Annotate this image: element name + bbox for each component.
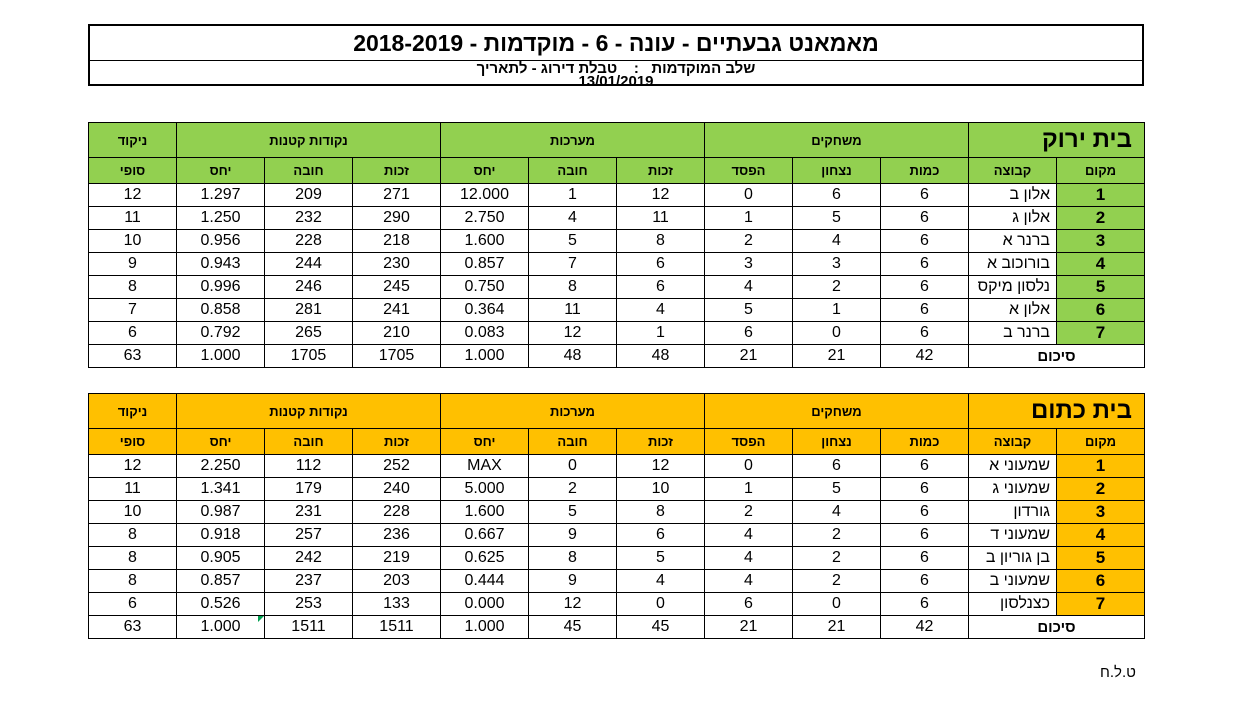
summary-final: 63 bbox=[89, 345, 177, 368]
summary-won: 21 bbox=[793, 616, 881, 639]
pts-for-cell: 218 bbox=[353, 230, 441, 253]
summary-pts-ratio: 1.000 bbox=[177, 616, 265, 639]
sets-ratio-cell: 1.600 bbox=[441, 501, 529, 524]
final-cell: 6 bbox=[89, 593, 177, 616]
header-sets-for: זכות bbox=[617, 429, 705, 455]
header-box bbox=[88, 24, 1144, 90]
final-cell: 6 bbox=[89, 322, 177, 345]
pts-for-cell: 240 bbox=[353, 478, 441, 501]
played-cell: 6 bbox=[881, 276, 969, 299]
sets-ratio-cell: 0.083 bbox=[441, 322, 529, 345]
group-title: בית ירוק bbox=[969, 123, 1145, 158]
header-final-top: ניקוד bbox=[89, 123, 177, 158]
summary-pts-ratio: 1.000 bbox=[177, 345, 265, 368]
sets-against-cell: 8 bbox=[529, 276, 617, 299]
summary-played: 42 bbox=[881, 616, 969, 639]
summary-sets-against: 48 bbox=[529, 345, 617, 368]
rank-cell: 2 bbox=[1057, 478, 1145, 501]
header-sets-for: זכות bbox=[617, 158, 705, 184]
summary-pts-for: 1511 bbox=[353, 616, 441, 639]
header-games-group: משחקים bbox=[705, 394, 969, 429]
pts-ratio-cell: 0.858 bbox=[177, 299, 265, 322]
summary-pts-against: 1511 bbox=[265, 616, 353, 639]
header-final-bottom: סופי bbox=[89, 158, 177, 184]
header-played: כמות bbox=[881, 429, 969, 455]
team-cell: אלון ג bbox=[969, 207, 1057, 230]
played-cell: 6 bbox=[881, 524, 969, 547]
sets-ratio-cell: 0.000 bbox=[441, 593, 529, 616]
summary-sets-ratio: 1.000 bbox=[441, 345, 529, 368]
won-cell: 4 bbox=[793, 501, 881, 524]
pts-for-cell: 236 bbox=[353, 524, 441, 547]
played-cell: 6 bbox=[881, 184, 969, 207]
standings-table-2 bbox=[88, 393, 1145, 639]
pts-for-cell: 290 bbox=[353, 207, 441, 230]
footer-note: ט.ל.ח bbox=[1100, 664, 1136, 681]
rank-cell: 6 bbox=[1057, 570, 1145, 593]
sets-ratio-cell: 5.000 bbox=[441, 478, 529, 501]
header-played: כמות bbox=[881, 158, 969, 184]
header-sets-group: מערכות bbox=[441, 394, 705, 429]
table-row bbox=[89, 501, 1145, 524]
team-cell: נלסון מיקס bbox=[969, 276, 1057, 299]
team-cell: ברנר ב bbox=[969, 322, 1057, 345]
pts-ratio-cell: 0.987 bbox=[177, 501, 265, 524]
table-row bbox=[89, 207, 1145, 230]
pts-for-cell: 241 bbox=[353, 299, 441, 322]
final-cell: 8 bbox=[89, 570, 177, 593]
sets-against-cell: 9 bbox=[529, 524, 617, 547]
header-sets-group: מערכות bbox=[441, 123, 705, 158]
pts-against-cell: 209 bbox=[265, 184, 353, 207]
final-cell: 12 bbox=[89, 184, 177, 207]
sets-ratio-cell: 0.857 bbox=[441, 253, 529, 276]
team-cell: בן גוריון ב bbox=[969, 547, 1057, 570]
summary-pts-against: 1705 bbox=[265, 345, 353, 368]
summary-row bbox=[89, 616, 1145, 639]
pts-for-cell: 203 bbox=[353, 570, 441, 593]
pts-ratio-cell: 0.996 bbox=[177, 276, 265, 299]
header-pts-for: זכות bbox=[353, 429, 441, 455]
pts-ratio-cell: 2.250 bbox=[177, 455, 265, 478]
won-cell: 2 bbox=[793, 547, 881, 570]
table-row bbox=[89, 230, 1145, 253]
won-cell: 3 bbox=[793, 253, 881, 276]
rank-cell: 7 bbox=[1057, 593, 1145, 616]
summary-final: 63 bbox=[89, 616, 177, 639]
comment-marker-icon bbox=[258, 616, 264, 622]
lost-cell: 6 bbox=[705, 593, 793, 616]
rank-cell: 2 bbox=[1057, 207, 1145, 230]
sets-ratio-cell: 0.667 bbox=[441, 524, 529, 547]
pts-ratio-cell: 1.297 bbox=[177, 184, 265, 207]
played-cell: 6 bbox=[881, 230, 969, 253]
pts-ratio-cell: 0.943 bbox=[177, 253, 265, 276]
header-final-bottom: סופי bbox=[89, 429, 177, 455]
header-points-group: נקודות קטנות bbox=[177, 394, 441, 429]
played-cell: 6 bbox=[881, 570, 969, 593]
team-cell: אלון ב bbox=[969, 184, 1057, 207]
pts-against-cell: 246 bbox=[265, 276, 353, 299]
played-cell: 6 bbox=[881, 501, 969, 524]
standings-table-1 bbox=[88, 122, 1145, 368]
sets-ratio-cell: 0.750 bbox=[441, 276, 529, 299]
header-won: נצחון bbox=[793, 429, 881, 455]
header-pts-against: חובה bbox=[265, 429, 353, 455]
header-pts-ratio: יחס bbox=[177, 158, 265, 184]
header-sets-against: חובה bbox=[529, 158, 617, 184]
rank-cell: 3 bbox=[1057, 501, 1145, 524]
sets-ratio-cell: 12.000 bbox=[441, 184, 529, 207]
summary-sets-against: 45 bbox=[529, 616, 617, 639]
pts-against-cell: 281 bbox=[265, 299, 353, 322]
pts-against-cell: 179 bbox=[265, 478, 353, 501]
won-cell: 5 bbox=[793, 478, 881, 501]
final-cell: 8 bbox=[89, 547, 177, 570]
won-cell: 6 bbox=[793, 455, 881, 478]
rank-cell: 5 bbox=[1057, 276, 1145, 299]
won-cell: 6 bbox=[793, 184, 881, 207]
header-lost: הפסד bbox=[705, 158, 793, 184]
sets-for-cell: 12 bbox=[617, 184, 705, 207]
summary-sets-for: 48 bbox=[617, 345, 705, 368]
won-cell: 4 bbox=[793, 230, 881, 253]
pts-against-cell: 253 bbox=[265, 593, 353, 616]
sets-against-cell: 9 bbox=[529, 570, 617, 593]
summary-lost: 21 bbox=[705, 616, 793, 639]
pts-for-cell: 252 bbox=[353, 455, 441, 478]
sets-for-cell: 12 bbox=[617, 455, 705, 478]
played-cell: 6 bbox=[881, 455, 969, 478]
pts-against-cell: 237 bbox=[265, 570, 353, 593]
played-cell: 6 bbox=[881, 478, 969, 501]
lost-cell: 0 bbox=[705, 184, 793, 207]
final-cell: 11 bbox=[89, 207, 177, 230]
sets-against-cell: 4 bbox=[529, 207, 617, 230]
summary-pts-for: 1705 bbox=[353, 345, 441, 368]
header-pts-against: חובה bbox=[265, 158, 353, 184]
header-final-top: ניקוד bbox=[89, 394, 177, 429]
table-row bbox=[89, 524, 1145, 547]
sets-ratio-cell: 0.625 bbox=[441, 547, 529, 570]
sets-against-cell: 8 bbox=[529, 547, 617, 570]
pts-against-cell: 257 bbox=[265, 524, 353, 547]
final-cell: 11 bbox=[89, 478, 177, 501]
rank-cell: 4 bbox=[1057, 524, 1145, 547]
table-row bbox=[89, 276, 1145, 299]
rank-cell: 1 bbox=[1057, 455, 1145, 478]
won-cell: 2 bbox=[793, 524, 881, 547]
pts-against-cell: 232 bbox=[265, 207, 353, 230]
sets-against-cell: 5 bbox=[529, 230, 617, 253]
won-cell: 2 bbox=[793, 570, 881, 593]
pts-ratio-cell: 0.918 bbox=[177, 524, 265, 547]
sets-ratio-cell: 0.444 bbox=[441, 570, 529, 593]
rank-cell: 3 bbox=[1057, 230, 1145, 253]
header-pts-ratio: יחס bbox=[177, 429, 265, 455]
lost-cell: 4 bbox=[705, 547, 793, 570]
pts-for-cell: 271 bbox=[353, 184, 441, 207]
sets-against-cell: 7 bbox=[529, 253, 617, 276]
final-cell: 12 bbox=[89, 455, 177, 478]
sets-for-cell: 8 bbox=[617, 230, 705, 253]
header-sets-ratio: יחס bbox=[441, 158, 529, 184]
sets-for-cell: 1 bbox=[617, 322, 705, 345]
final-cell: 10 bbox=[89, 501, 177, 524]
sets-for-cell: 10 bbox=[617, 478, 705, 501]
header-team: קבוצה bbox=[969, 429, 1057, 455]
played-cell: 6 bbox=[881, 593, 969, 616]
lost-cell: 1 bbox=[705, 207, 793, 230]
sets-for-cell: 6 bbox=[617, 276, 705, 299]
header-won: נצחון bbox=[793, 158, 881, 184]
won-cell: 0 bbox=[793, 322, 881, 345]
pts-for-cell: 219 bbox=[353, 547, 441, 570]
team-cell: שמעוני א bbox=[969, 455, 1057, 478]
pts-ratio-cell: 1.250 bbox=[177, 207, 265, 230]
team-cell: גורדון bbox=[969, 501, 1057, 524]
team-cell: בורוכוב א bbox=[969, 253, 1057, 276]
pts-ratio-cell: 0.857 bbox=[177, 570, 265, 593]
pts-ratio-cell: 1.341 bbox=[177, 478, 265, 501]
sets-against-cell: 2 bbox=[529, 478, 617, 501]
table-row bbox=[89, 299, 1145, 322]
sets-ratio-cell: MAX bbox=[441, 455, 529, 478]
final-cell: 7 bbox=[89, 299, 177, 322]
sets-for-cell: 11 bbox=[617, 207, 705, 230]
sets-against-cell: 11 bbox=[529, 299, 617, 322]
sets-against-cell: 12 bbox=[529, 593, 617, 616]
sets-for-cell: 4 bbox=[617, 570, 705, 593]
lost-cell: 4 bbox=[705, 524, 793, 547]
table-row bbox=[89, 253, 1145, 276]
header-lost: הפסד bbox=[705, 429, 793, 455]
summary-label: סיכום bbox=[969, 616, 1145, 639]
header-sets-against: חובה bbox=[529, 429, 617, 455]
team-cell: שמעוני ג bbox=[969, 478, 1057, 501]
summary-sets-for: 45 bbox=[617, 616, 705, 639]
summary-sets-ratio: 1.000 bbox=[441, 616, 529, 639]
page-title: מאמאנט גבעתיים - עונה - 6 - מוקדמות - 2018-2019 bbox=[90, 26, 1142, 61]
lost-cell: 2 bbox=[705, 501, 793, 524]
sets-for-cell: 4 bbox=[617, 299, 705, 322]
pts-for-cell: 228 bbox=[353, 501, 441, 524]
sets-for-cell: 0 bbox=[617, 593, 705, 616]
header-points-group: נקודות קטנות bbox=[177, 123, 441, 158]
rank-cell: 1 bbox=[1057, 184, 1145, 207]
team-cell: שמעוני ב bbox=[969, 570, 1057, 593]
header-sets-ratio: יחס bbox=[441, 429, 529, 455]
pts-against-cell: 228 bbox=[265, 230, 353, 253]
played-cell: 6 bbox=[881, 299, 969, 322]
team-cell: כצנלסון bbox=[969, 593, 1057, 616]
table-row bbox=[89, 593, 1145, 616]
final-cell: 8 bbox=[89, 524, 177, 547]
final-cell: 9 bbox=[89, 253, 177, 276]
summary-won: 21 bbox=[793, 345, 881, 368]
header-pts-for: זכות bbox=[353, 158, 441, 184]
table-row bbox=[89, 322, 1145, 345]
summary-lost: 21 bbox=[705, 345, 793, 368]
pts-ratio-cell: 0.905 bbox=[177, 547, 265, 570]
sets-for-cell: 8 bbox=[617, 501, 705, 524]
sets-against-cell: 12 bbox=[529, 322, 617, 345]
final-cell: 8 bbox=[89, 276, 177, 299]
final-cell: 10 bbox=[89, 230, 177, 253]
team-cell: אלון א bbox=[969, 299, 1057, 322]
group-title: בית כתום bbox=[969, 394, 1145, 429]
summary-label: סיכום bbox=[969, 345, 1145, 368]
team-cell: שמעוני ד bbox=[969, 524, 1057, 547]
played-cell: 6 bbox=[881, 253, 969, 276]
summary-row bbox=[89, 345, 1145, 368]
header-rank: מקום bbox=[1057, 429, 1145, 455]
lost-cell: 5 bbox=[705, 299, 793, 322]
pts-ratio-cell: 0.956 bbox=[177, 230, 265, 253]
pts-against-cell: 244 bbox=[265, 253, 353, 276]
played-cell: 6 bbox=[881, 547, 969, 570]
lost-cell: 2 bbox=[705, 230, 793, 253]
lost-cell: 3 bbox=[705, 253, 793, 276]
pts-for-cell: 210 bbox=[353, 322, 441, 345]
pts-for-cell: 230 bbox=[353, 253, 441, 276]
sets-against-cell: 0 bbox=[529, 455, 617, 478]
pts-against-cell: 231 bbox=[265, 501, 353, 524]
team-cell: ברנר א bbox=[969, 230, 1057, 253]
table-row bbox=[89, 455, 1145, 478]
won-cell: 1 bbox=[793, 299, 881, 322]
pts-against-cell: 242 bbox=[265, 547, 353, 570]
page-subtitle bbox=[90, 60, 1142, 90]
sets-for-cell: 6 bbox=[617, 524, 705, 547]
pts-ratio-cell: 0.792 bbox=[177, 322, 265, 345]
pts-for-cell: 133 bbox=[353, 593, 441, 616]
table-row bbox=[89, 184, 1145, 207]
sets-for-cell: 5 bbox=[617, 547, 705, 570]
pts-against-cell: 265 bbox=[265, 322, 353, 345]
sets-against-cell: 1 bbox=[529, 184, 617, 207]
table-row bbox=[89, 547, 1145, 570]
won-cell: 2 bbox=[793, 276, 881, 299]
lost-cell: 4 bbox=[705, 570, 793, 593]
header-rank: מקום bbox=[1057, 158, 1145, 184]
rank-cell: 6 bbox=[1057, 299, 1145, 322]
sets-against-cell: 5 bbox=[529, 501, 617, 524]
lost-cell: 4 bbox=[705, 276, 793, 299]
played-cell: 6 bbox=[881, 322, 969, 345]
table-row bbox=[89, 570, 1145, 593]
rank-cell: 7 bbox=[1057, 322, 1145, 345]
sets-ratio-cell: 2.750 bbox=[441, 207, 529, 230]
header-games-group: משחקים bbox=[705, 123, 969, 158]
pts-against-cell: 112 bbox=[265, 455, 353, 478]
summary-played: 42 bbox=[881, 345, 969, 368]
header-team: קבוצה bbox=[969, 158, 1057, 184]
pts-for-cell: 245 bbox=[353, 276, 441, 299]
subtitle-date: 13/01/2019 bbox=[578, 73, 654, 90]
played-cell: 6 bbox=[881, 207, 969, 230]
sets-ratio-cell: 0.364 bbox=[441, 299, 529, 322]
rank-cell: 5 bbox=[1057, 547, 1145, 570]
won-cell: 5 bbox=[793, 207, 881, 230]
pts-ratio-cell: 0.526 bbox=[177, 593, 265, 616]
lost-cell: 6 bbox=[705, 322, 793, 345]
lost-cell: 0 bbox=[705, 455, 793, 478]
won-cell: 0 bbox=[793, 593, 881, 616]
sets-ratio-cell: 1.600 bbox=[441, 230, 529, 253]
lost-cell: 1 bbox=[705, 478, 793, 501]
sets-for-cell: 6 bbox=[617, 253, 705, 276]
rank-cell: 4 bbox=[1057, 253, 1145, 276]
subtitle-line1: שלב המוקדמות : טבלת דירוג - לתאריך bbox=[476, 60, 756, 77]
table-row bbox=[89, 478, 1145, 501]
